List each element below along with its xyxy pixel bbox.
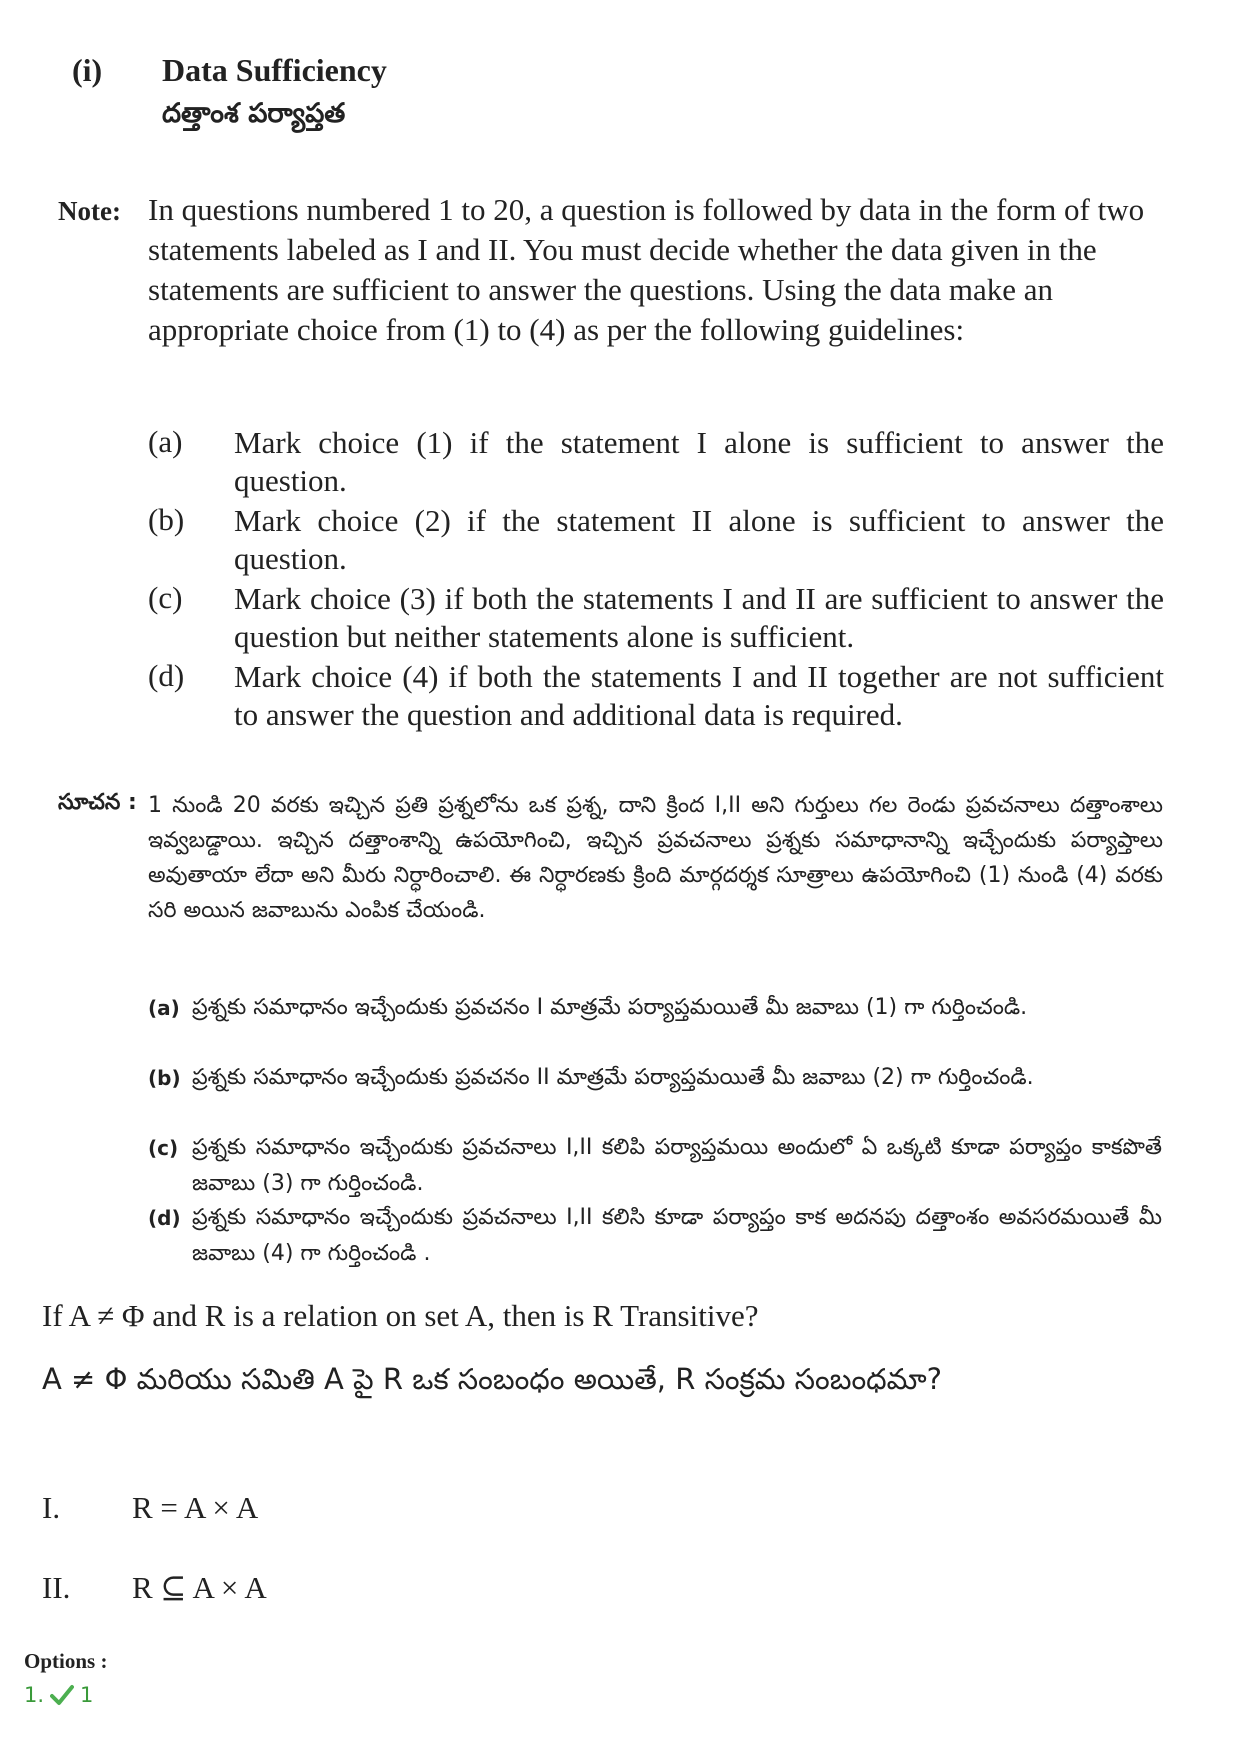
guideline-text: Mark choice (4) if both the statements I and II together are not sufficient to answer the question and additional data is required. [234, 659, 1164, 732]
section-number: (i) [72, 52, 103, 88]
statement-number: II. [42, 1570, 71, 1605]
telugu-guideline-text: ప్రశ్నకు సమాధానం ఇచ్చేందుకు ప్రవచనాలు I,II కలిపి పర్యాప్తమయి అందులో ఏ ఒక్కటి కూడా పర్యాప్తం కాకపొతే జవాబు (3) గా గుర్తించండి. [192, 1135, 1162, 1196]
statement-number: I. [42, 1490, 61, 1525]
statement-text: R = A × A [132, 1490, 259, 1525]
guideline-text: Mark choice (1) if the statement I alone is sufficient to answer the question. [234, 425, 1164, 498]
check-icon [50, 1684, 74, 1706]
section-title-telugu: దత్తాంశ పర్యాప్తత [162, 98, 346, 129]
telugu-guideline-letter: (d) [148, 1206, 181, 1230]
guideline-letter: (c) [148, 580, 183, 615]
telugu-guideline-text: ప్రశ్నకు సమాధానం ఇచ్చేందుకు ప్రవచనం II మాత్రమే పర్యాప్తమయితే మీ జవాబు (2) గా గుర్తించండి. [192, 1065, 1034, 1090]
telugu-guideline-letter: (a) [148, 996, 180, 1020]
telugu-guideline-letter: (c) [148, 1136, 179, 1160]
option-number: 1. [24, 1683, 45, 1707]
question-english: If A ≠ Φ and R is a relation on set A, then is R Transitive? [42, 1298, 759, 1333]
guideline-text: Mark choice (2) if the statement II alone is sufficient to answer the question. [234, 503, 1164, 576]
guideline-letter: (b) [148, 502, 185, 537]
telugu-note-text: 1 నుండి 20 వరకు ఇచ్చిన ప్రతి ప్రశ్నలోను ఒక ప్రశ్న, దాని క్రింద I,II అని గుర్తులు గల రెండు ప్రవచనాలు దత్తాంశాలు ఇవ్వబడ్డాయి. ఇచ్చిన దత్తాంశాన్ని ఉపయోగించి, ఇచ్చిన ప్రవచనాలు ప్రశ్నకు సమాధానాన్ని ఇచ్చేందుకు పర్యాప్తాలు అవుతాయా లేదా అని మీరు నిర్ధారించాలి. ఈ నిర్ధారణకు క్రింది మార్గదర్శక సూత్రాలు ఉపయోగించి (1) నుండి (4) వరకు సరి అయిన జవాబును ఎంపిక చేయండి. [148, 793, 1163, 923]
guideline-letter: (a) [148, 424, 183, 459]
guideline-text: Mark choice (3) if both the statements I and II are sufficient to answer the question but neither statements alone is sufficient. [234, 581, 1164, 654]
telugu-guideline-letter: (b) [148, 1066, 181, 1090]
section-title: Data Sufficiency [162, 52, 387, 88]
telugu-note-label: సూచన : [58, 790, 137, 815]
note-label: Note: [58, 196, 121, 226]
options-label: Options : [24, 1649, 108, 1673]
option-1[interactable] [24, 1683, 93, 1707]
guideline-letter: (d) [148, 658, 185, 693]
question-telugu: A ≠ Φ మరియు సమితి A పై R ఒక సంబంధం అయితే, R సంక్రమ సంబంధమా? [42, 1362, 943, 1396]
statement-text: R ⊆ A × A [132, 1570, 267, 1605]
note-text: In questions numbered 1 to 20, a question is followed by data in the form of two statements labeled as I and II. You must decide whether the data given in the statements are sufficient to answer the questions. Using the data make an appropriate choice from (1) to (4) as per the following guidelines: [148, 192, 1145, 347]
option-value: 1 [80, 1683, 94, 1707]
telugu-guideline-text: ప్రశ్నకు సమాధానం ఇచ్చేందుకు ప్రవచనాలు I,II కలిసి కూడా పర్యాప్తం కాక అదనపు దత్తాంశం అవసరమయితే మీ జవాబు (4) గా గుర్తించండి . [192, 1205, 1162, 1266]
telugu-guideline-text: ప్రశ్నకు సమాధానం ఇచ్చేందుకు ప్రవచనం I మాత్రమే పర్యాప్తమయితే మీ జవాబు (1) గా గుర్తించండి. [192, 995, 1028, 1020]
